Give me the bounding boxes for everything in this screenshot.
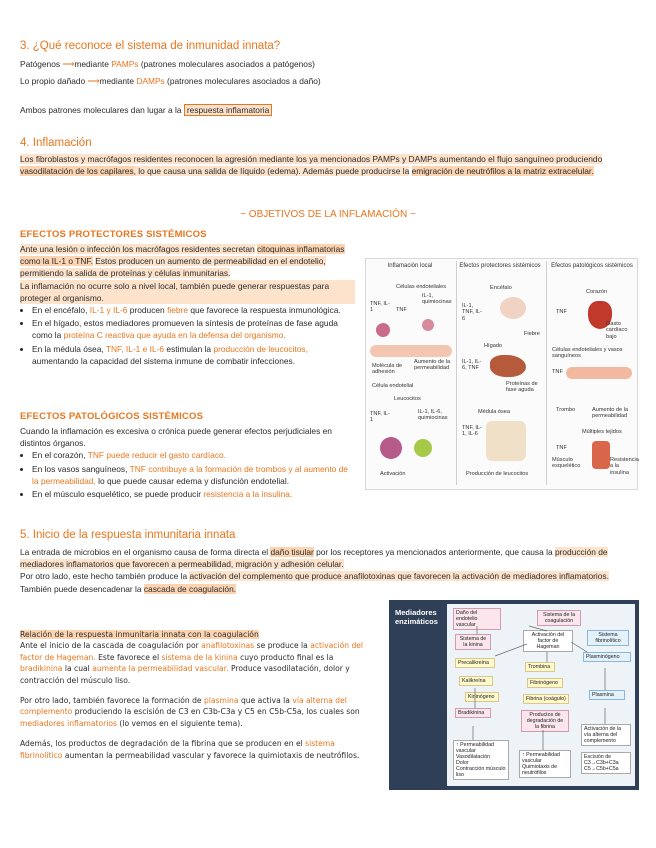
b3-c: estimulan la [166,343,212,354]
s5-p2-c: También puede desencadenar la [20,583,142,594]
fig1-col2-header: Efectos protectores sistémicos [459,263,541,269]
inflamacion-text-a: Los fibroblastos y macrófagos residentes reconocen la agresión mediante los ya mencionados PAMPs y DAMPs aumentando el flujo sanguíneo produciendo [20,154,603,164]
section-4-title: 4. Inflamación [20,137,92,149]
section-5-title: 5. Inicio de la respuesta inmunitaria innata [20,529,236,541]
protectores-body [20,243,355,368]
vessel-icon [370,345,452,357]
fig1-label: Células endoteliales [396,284,447,290]
fibrinolitico-node: Sistema fibrinolítico [587,630,629,646]
s5-p1-c: por los receptores ya mencionados anteriormente, que causa la [316,547,553,557]
divider [456,261,457,485]
cell-icon [414,439,432,457]
patrones-text: Ambos patrones moleculares dan lugar a la [20,105,182,115]
mediante-label: mediante [74,59,109,69]
fig1-label: TNF, IL-1, IL-6 [462,425,482,438]
citoquinas-term: citoquinas inflamatorias como la IL-1 o TNF. [20,244,345,267]
respuesta-inflamatoria-term: respuesta inflamatoria [184,104,272,116]
dano-tisular-term: daño tisular [270,547,314,557]
fig1-label: Molécula de adhesión [372,363,403,376]
gasto-term: TNF puede reducir el gasto cardíaco. [87,450,226,461]
patologicos-list [20,449,355,500]
fig1-label: TNF [556,309,567,315]
list-item [32,317,355,341]
rp3-c: aumentan la permeabilidad vascular y favorece la quimiotaxis de neutrófilos. [64,750,360,760]
list-item [32,343,355,367]
mediadores-figure [389,600,639,790]
section-5-body [20,546,620,595]
b1-a: En el encéfalo, [32,304,88,315]
fig1-label: TNF [556,445,567,451]
fig1-label: Fiebre [524,331,540,337]
pamps-desc: (patrones moleculares asociados a patógenos) [140,59,315,69]
protectores-p1-c: Estos producen un aumento de permeabilidad en el endotelio, permitiendo la salida de proteínas y células inmunitarias. [20,256,326,279]
protectores-p1 [20,243,355,280]
plasmina-node: Plasmina [589,690,625,700]
fig1-label: TNF [396,307,407,313]
brain-icon [500,297,526,319]
protectores-list [20,304,355,367]
divider [546,261,547,485]
bradikinina-node: Bradikinina [455,708,491,718]
fig1-label: Múltiples tejidos [582,429,622,435]
fig1-label: Célula endotelial [372,383,414,389]
output-item: Vasodilatación [456,754,491,761]
fig1-label: Hígado [484,343,503,349]
s5-p1-a: La entrada de microbios en el organismo causa de forma directa el [20,547,269,557]
s5-p2 [20,570,620,594]
fig2-arrows [447,604,635,786]
fig1-label: Médula ósea [478,409,511,415]
b1-c: producen [129,304,165,315]
rp1-i: la cual [64,664,90,674]
permeabilidad-term: aumenta la permeabilidad vascular. [92,664,229,674]
rp1-g: cuyo producto final es la [240,652,334,662]
fibrinogeno-node: Fibrinógeno [527,678,563,688]
vasodilatacion-term: vasodilatación de los capilares [20,166,134,177]
fig1-label: IL-1, quimiocinas [422,293,452,306]
fibrina-node: Fibrina (coágulo) [523,694,569,704]
list-item [32,463,355,487]
anafilotoxinas-term: anafilotoxinas [201,641,255,651]
relacion-p3 [20,738,372,761]
rp1-e: Este favorece el [98,652,160,662]
arrow-right-icon: ⟶ [62,59,75,69]
hageman-node: Activación del factor de Hageman [523,630,573,652]
activated-macrophage-icon [380,437,402,459]
patrones-line [20,104,620,116]
fig1-label: IL-1, IL-6, TNF [462,359,482,372]
fig1-label: Producción de leucocitos [466,471,529,477]
relacion-body [20,629,372,761]
fig1-col3-header: Efectos patológicos sistémicos [551,263,633,269]
fig1-label: Aumento de la permeabilidad [592,407,629,420]
escision-node: Escisión de C3→C3b+C3a C5→C5b+C5a [581,752,631,774]
fig1-label: IL-1, IL-6, quimiocinas [418,409,448,422]
via-alterna-term: vía alterna del complemento [20,695,347,717]
list-item [32,449,355,461]
list-item [32,488,355,500]
fig1-label: Células endoteliales y vasos sanguíneos [552,347,623,360]
emigracion-term: emigración de neutrófilos a la matriz extracelular. [411,166,594,177]
kalikreina-node: Kalikreína [459,676,493,686]
bone-marrow-icon [486,421,526,461]
b2-a: En el hígado, estos mediadores promueven la síntesis de proteínas de fase aguda como la [32,318,338,341]
kinina-node: Sistema de la kinina [455,634,491,650]
mediadores-term: producción de mediadores inflamatorios que favorecen a permeabilidad, migración y adhesión celular. [20,547,608,570]
fibrinolitico-term: sistema fibrinolítico [20,739,335,760]
inflamacion-text-c: , lo que causa una salida de líquido (edema). Además puede producirse la [133,166,410,177]
activacion-via-node: Activación de la vía alterna del complemento [581,724,631,746]
fig1-col1-header: Inflamación local [387,263,433,269]
rp2-g: (lo vemos en el siguiente tema). [119,718,243,728]
patogenos-label: Patógenos [20,59,61,69]
coagulacion-node: Sistema de la coagulación [537,610,581,626]
leucocitos-term: producción de leucocitos, [213,343,308,354]
relacion-p1 [20,640,372,686]
cascada-term: cascada de coagulación. [143,583,237,594]
rp2-c: que activa la [240,695,290,705]
plasmina-term: plasmina [204,695,239,705]
precalikreina-node: Precalikreína [455,658,495,668]
arrow-line [529,626,547,631]
pb2-a: En los vasos sanguíneos, [32,463,128,474]
relacion-title-line [20,629,372,640]
relacion-p2 [20,695,372,729]
pb2-c: lo que puede causar edema y disfunción endotelial. [98,475,290,486]
relacion-title: Relación de la respuesta inmunitaria innata con la coagulación [20,630,259,639]
fig1-label: Gasto cardíaco bajo [606,321,628,340]
fig1-label: Proteínas de fase aguda [506,381,538,394]
patologicos-title: EFECTOS PATOLÓGICOS SISTÉMICOS [20,411,204,422]
damps-line [20,75,620,87]
rp1-k: Produce vasodilatación, dolor y contracción del músculo liso. [20,664,350,685]
rp3-a: Además, los productos de degradación de la fibrina que se producen en el [20,739,303,749]
fiebre-term: fiebre [167,304,189,315]
dano-node: Daño del endotelio vascular [453,608,501,630]
fig1-label: Resistencia a la insulina [610,457,639,476]
b1-e: que favorece la respuesta inmunológica. [190,304,341,315]
pb1-a: En el corazón, [32,450,86,461]
objetivos-heading: ~ OBJETIVOS DE LA INFLAMACIÓN ~ [240,209,416,220]
pb3-a: En el músculo esquelético, se puede producir [32,488,201,499]
output-item: Dolor [456,760,469,767]
output-item: Contracción músculo liso [456,766,506,779]
fig1-label: TNF, IL-1 [370,411,390,424]
trombos-term: TNF contribuye a la formación de trombos y al aumento de la permeabilidad, [32,463,348,486]
b3-e: aumentando la capacidad del sistema inmune de combatir infecciones. [32,355,296,366]
hageman-term: activación del factor de Hageman. [20,641,364,662]
arrow-line [495,644,527,656]
kinina-term: sistema de la kinina [161,652,238,662]
complemento-term: activación del complemento que produce anafilotoxinas que favorecen la activación de mediadores inflamatorios. [189,571,609,582]
pamps-term: PAMPs [111,59,139,69]
protectores-title: EFECTOS PROTECTORES SISTÉMICOS [20,229,207,240]
fig1-label: Aumento de la permeabilidad [414,359,451,372]
il1-il6-term: IL-1 y IL-6 [89,304,128,315]
vessel-icon [566,367,632,379]
fig1-label: Músculo esquelético [552,457,581,470]
list-item [32,304,355,316]
protectores-p1-a: Ante una lesión o infección los macrófagos residentes secretan [20,244,255,254]
fig2-title: Mediadores enzimáticos [395,608,438,626]
fig1-label: Activación [380,471,406,477]
mediadores-inflamatorios-term: mediadores inflamatorios [20,718,117,728]
fig1-label: Leucocitos [394,396,421,402]
patologicos-body [20,425,355,501]
output-item: ↑ Permeabilidad vascular [522,752,560,765]
insulina-term: resistencia a la insulina. [203,488,293,499]
s5-p2-a: Por otro lado, este hecho también produce la [20,571,188,582]
inflamacion-figure [365,258,638,490]
section-3-title: 3. ¿Qué reconoce el sistema de inmunidad innata? [20,40,281,52]
damps-term: DAMPs [136,76,165,86]
macrophage-icon [376,323,390,337]
kininogeno-node: Kininógeno [465,692,499,702]
output-item: ↑ Permeabilidad vascular [456,742,494,755]
protectores-p2: La inflamación no ocurre solo a nivel local, también puede generar respuestas para proteger al organismo. [20,280,355,304]
rp2-e: produciendo la escisión de C3 en C3b-C3a y C5 en C5b-C5a, los cuales son [74,707,360,717]
propio-danado-label: Lo propio dañado [20,76,86,86]
trombina-node: Trombina [525,662,555,672]
fig1-label: Trombo [556,407,576,413]
damps-desc: (patrones moleculares asociados a daño) [167,76,321,86]
b3-a: En la médula ósea, [32,343,104,354]
proteina-c-term: proteína C reactiva que ayuda en la defensa del organismo. [63,330,286,341]
patologicos-p1: Cuando la inflamación es excesiva o crónica puede generar efectos perjudiciales en distintos órganos. [20,426,332,449]
pamps-line [20,58,620,70]
productos-node: Productos de degradación de la fibrina [521,710,569,732]
rp2-a: Por otro lado, también favorece la formación de [20,695,202,705]
tnf-il-term: TNF, IL-1 e IL-6 [105,343,165,354]
liver-icon [490,355,526,377]
cell-icon [422,319,434,331]
rp1-c: se produce la [256,641,308,651]
muscle-icon [592,441,610,469]
fig1-label: Corazón [586,289,608,295]
mediante-label: mediante [99,76,134,86]
s5-p1 [20,546,620,570]
fig1-label: Encéfalo [490,285,512,291]
fig1-label: TNF, IL-1 [370,301,390,314]
arrow-right-icon: ⟶ [87,76,100,86]
output-item: Quimiotaxis de neutrófilos [522,764,558,777]
bradikinina-term: bradikinina [20,664,63,674]
fig1-label: TNF [552,369,563,375]
rp1-a: Ante el inicio de la cascada de coagulación por [20,641,199,651]
inflamacion-paragraph [20,153,620,177]
plasminogeno-node: Plasminógeno [583,652,631,662]
arrow-line [571,642,587,652]
fig1-label: IL-1, TNF, IL-6 [462,303,482,322]
